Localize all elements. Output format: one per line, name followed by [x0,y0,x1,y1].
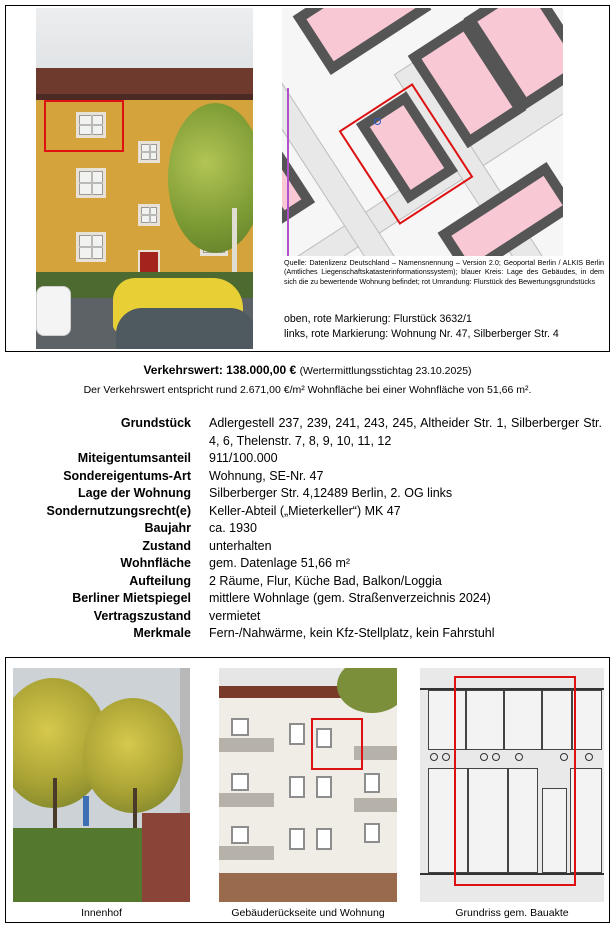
fact-label: Baujahr [144,521,191,535]
fact-value: Fern-/Nahwärme, kein Kfz-Stellplatz, kein Fahrstuhl [209,626,495,640]
fact-value: gem. Datenlage 51,66 m² [209,556,351,570]
bottom-image-panel [5,657,610,923]
fact-label: Aufteilung [129,573,191,588]
floor-plan-caption: Grundriss gem. Bauakte [455,907,569,919]
rear-building-photo [219,668,397,902]
rear-building-caption: Gebäuderückseite und Wohnung [231,907,385,919]
fact-value: ca. 1930 [209,521,257,535]
fact-label: Grundstück [120,416,191,430]
market-value-line [0,363,615,377]
floor-plan-photo [420,668,604,902]
fact-value: Wohnung, SE-Nr. 47 [209,468,324,483]
fact-label: Wohnfläche [120,556,191,570]
apartment-marker-plan [454,676,576,886]
fact-value: mittlere Wohnlage (gem. Straßenverzeichnis 2024) [209,591,491,605]
building-location-circle [374,118,381,125]
fact-label: Sondernutzungsrecht(e) [46,503,191,518]
building-facade-photo [36,8,253,349]
fact-value: Adlergestell 237, 239, 241, 243, 245, Altheider Str. 1, Silberberger Str. 4, 6, Thelenstr. 7, 8, 9, 10, 11, 12 [209,416,602,448]
market-value-description: Der Verkehrswert entspricht rund 2.671,00 €/m² Wohnfläche bei einer Wohnfläche von 51,66 m². [83,384,532,396]
courtyard-caption: Innenhof [81,907,122,919]
apartment-caption: links, rote Markierung: Wohnung Nr. 47, Silberberger Str. 4 [284,327,559,340]
valuation-date: (Wertermittlungsstichtag 23.10.2025) [299,365,472,377]
fact-value: Silberberger Str. 4,12489 Berlin, 2. OG links [209,486,453,500]
fact-label: Vertragszustand [93,608,191,623]
fact-label: Miteigentumsanteil [77,451,191,465]
fact-value: unterhalten [209,538,272,553]
fact-value: 911/100.000 [209,451,278,465]
fact-label: Sondereigentums-Art [63,468,191,483]
fact-label: Berliner Mietspiegel [72,591,191,605]
fact-label: Lage der Wohnung [78,486,191,500]
map-source-caption: Quelle: Datenlizenz Deutschland – Namensnennung – Version 2.0; Geoportal Berlin / ALKIS Berlin (Amtliches Liegenschaftskatasterinformationssystem); blauer Kreis: Lage des Gebäudes, in dem sich die zu bewertende Wohnung befindet; rot Umrandung: Flurstück des Bewertungsgrundstücks [284,258,604,286]
fact-row [0,415,615,451]
market-value: Verkehrswert: 138.000,00 € [143,363,297,377]
apartment-marker [44,100,124,152]
courtyard-photo [13,668,190,902]
fact-value: Keller-Abteil („Mieterkeller“) MK 47 [209,503,401,518]
fact-value: vermietet [209,608,261,623]
fact-label: Zustand [142,538,191,553]
cadastral-map [282,8,563,256]
top-image-panel [5,5,610,352]
parcel-caption: oben, rote Markierung: Flurstück 3632/1 [284,313,472,325]
fact-label: Merkmale [133,626,191,640]
fact-value: 2 Räume, Flur, Küche Bad, Balkon/Loggia [209,573,442,588]
image-captions [284,312,606,341]
apartment-marker-rear [311,718,363,770]
